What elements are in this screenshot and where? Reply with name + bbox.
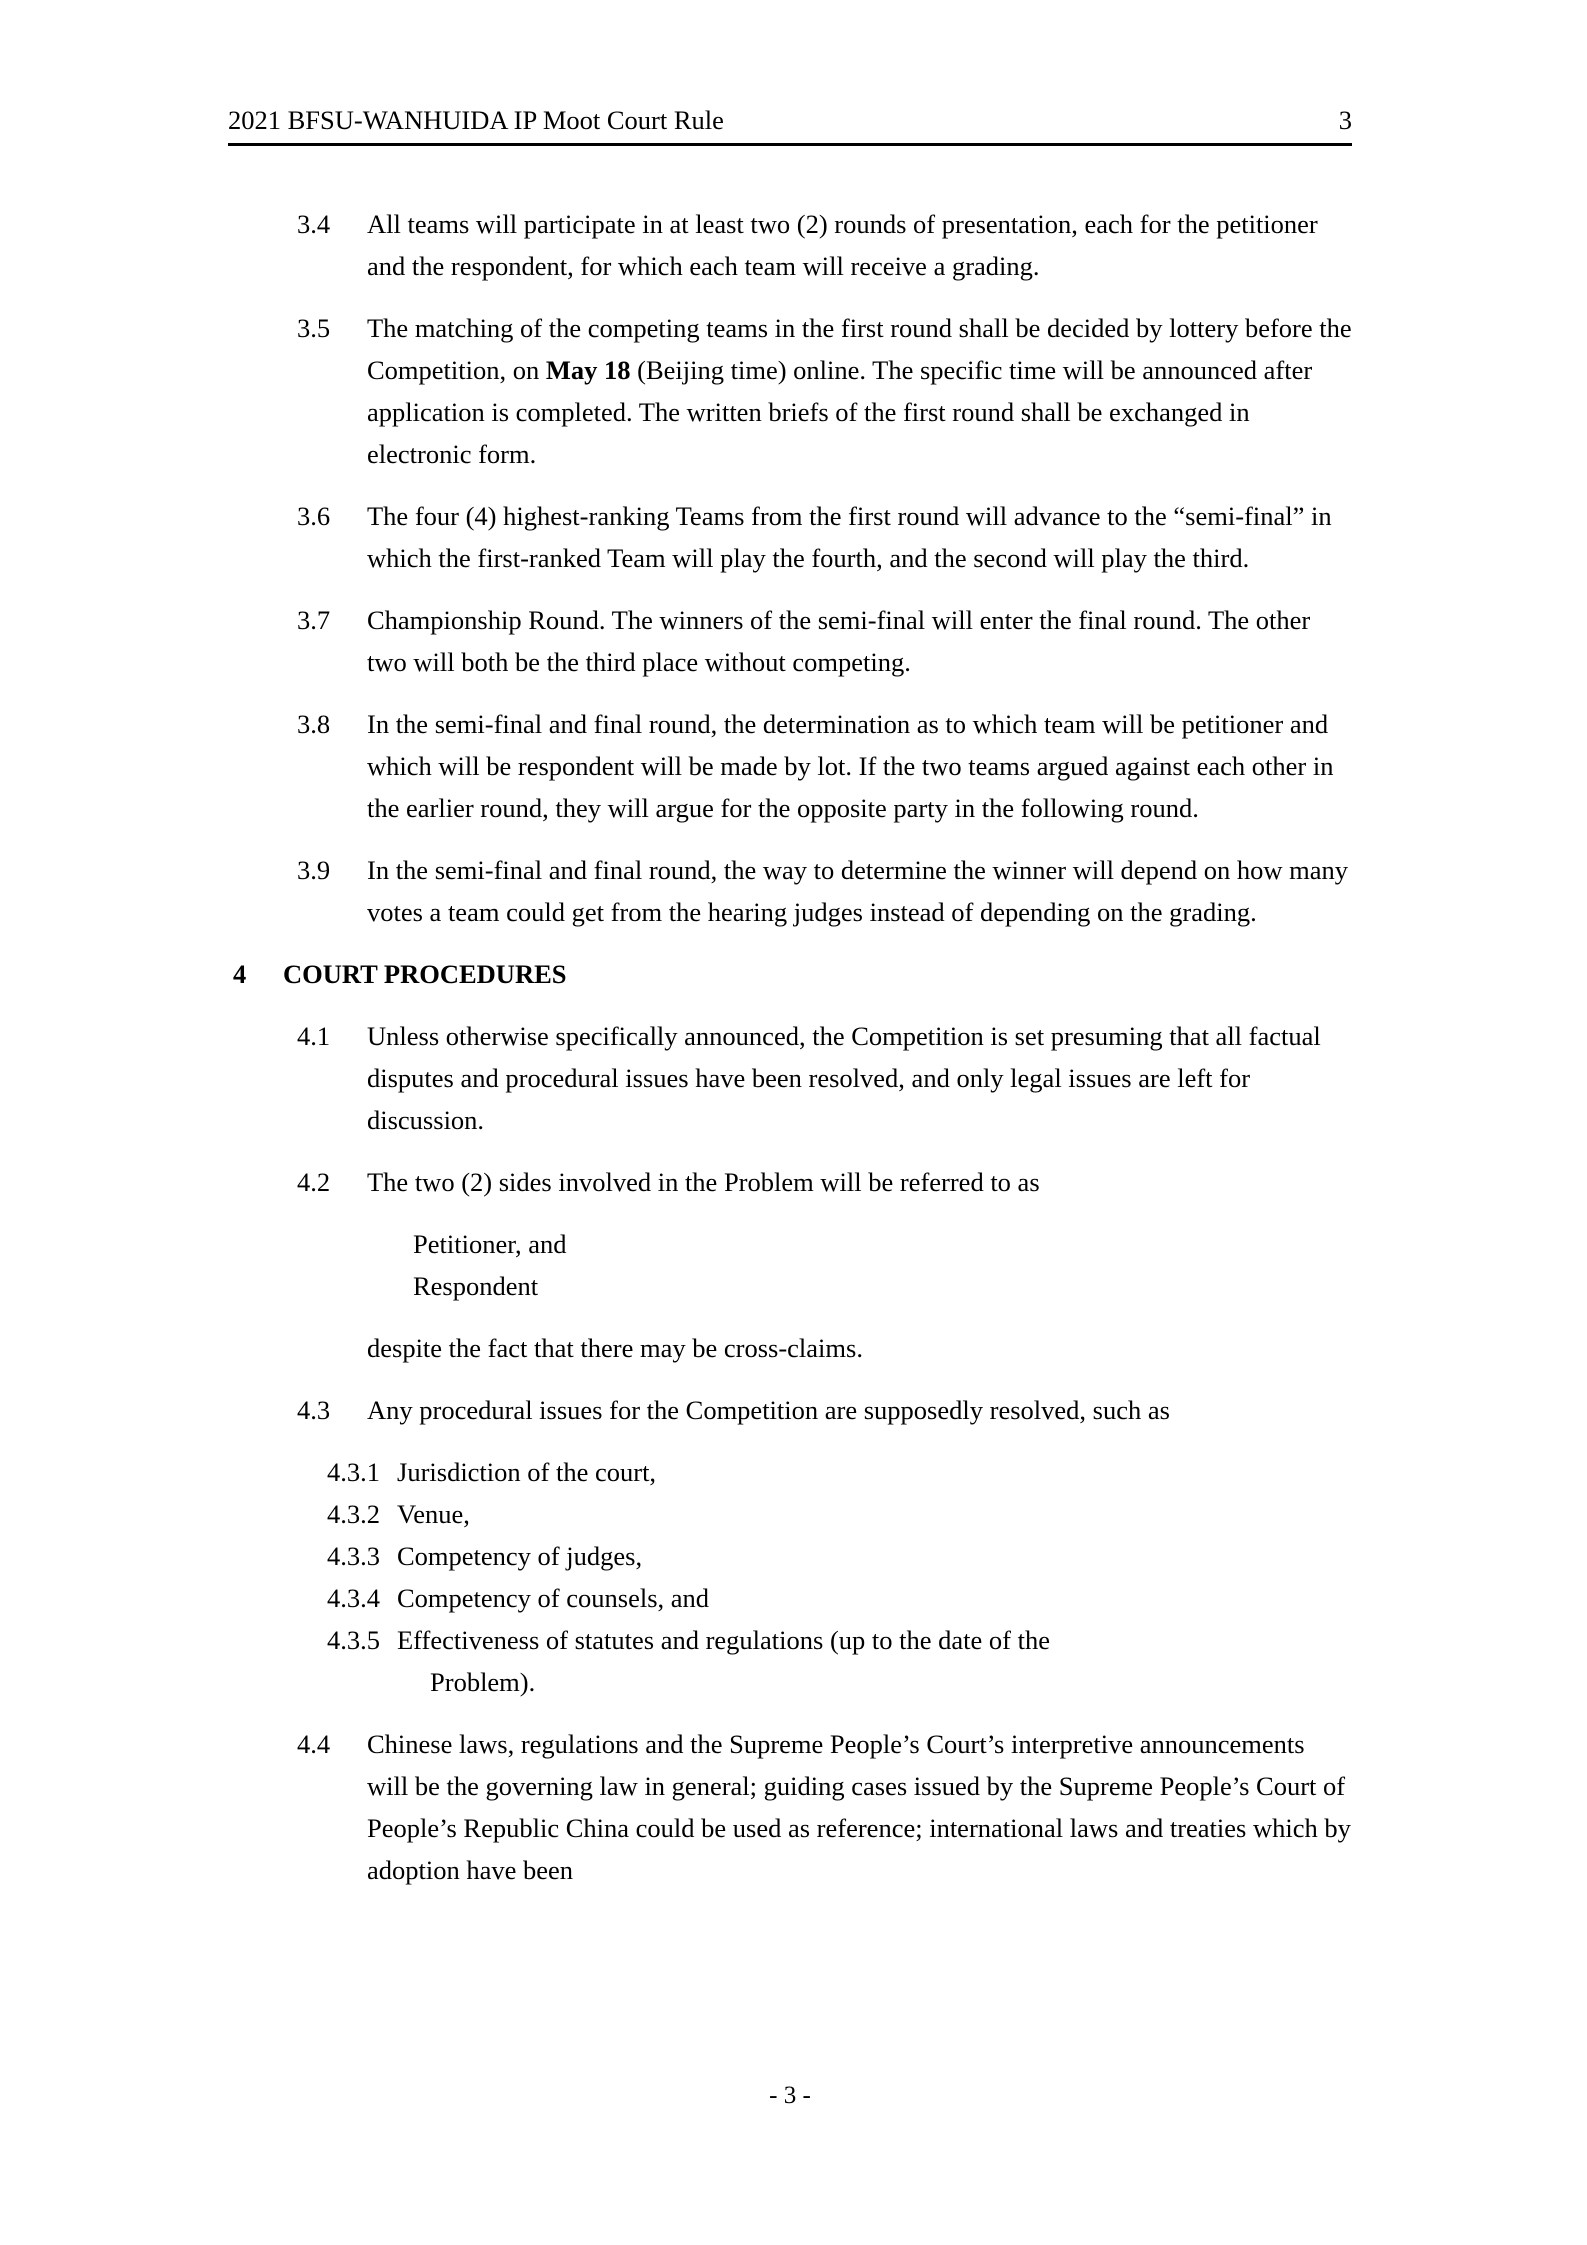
party-designations (413, 1223, 1352, 1307)
sub-clause-text: Jurisdiction of the court, (397, 1457, 657, 1487)
clause-text-run: In the semi-final and final round, the way to determine the winner will depend on how many votes a team could get from the hearing judges instead of depending on the grading. (367, 855, 1348, 927)
clause-text-run: (Beijing time) online. The specific time will be announced after application is completed. The written briefs of the first round shall be exchanged in electronic form. (367, 355, 1313, 469)
sub-clause-number: 4.3.2 (327, 1499, 380, 1529)
clause-3-8 (228, 703, 1352, 829)
clause-number: 4.1 (297, 1021, 331, 1051)
clause-text-run: Unless otherwise specifically announced, the Competition is set presuming that all factual disputes and procedural issues have been resolved, and only legal issues are left for discussion. (367, 1021, 1321, 1135)
clause-4-2 (228, 1161, 1352, 1203)
clause-text-run: In the semi-final and final round, the determination as to which team will be petitioner and which will be respondent will be made by lot. If the two teams argued against each other in the earlier round, they will argue for the opposite party in the following round. (367, 709, 1334, 823)
clause-text (367, 1389, 1352, 1431)
clause-3-5 (228, 307, 1352, 475)
sub-clause-number: 4.3.4 (327, 1583, 380, 1613)
clause-text-run: The matching of the competing teams in the first round shall be decided by lottery before the Competition, on (367, 313, 1352, 385)
clause-text-run: Championship Round. The winners of the semi-final will enter the final round. The other two will both be the third place without competing. (367, 605, 1311, 677)
sub-clause-list (228, 1451, 1352, 1703)
clause-number: 3.4 (297, 209, 331, 239)
clause-number: 4.3 (297, 1395, 331, 1425)
sub-clause-4-3-3 (228, 1535, 1352, 1577)
clause-text-run: The four (4) highest-ranking Teams from the first round will advance to the “semi-final” in which the first-ranked Team will play the fourth, and the second will play the third. (367, 501, 1332, 573)
sub-clause-4-3-4 (228, 1577, 1352, 1619)
clause-4-1 (228, 1015, 1352, 1141)
clause-text (367, 703, 1352, 829)
clause-text (367, 599, 1352, 683)
clause-3-6 (228, 495, 1352, 579)
clause-continuation-text: despite the fact that there may be cross-claims. (367, 1333, 863, 1363)
clause-text (367, 1723, 1352, 1891)
section-heading-text: COURT PROCEDURES (283, 959, 567, 989)
header-title: 2021 BFSU-WANHUIDA IP Moot Court Rule (228, 105, 724, 135)
clause-3-4 (228, 203, 1352, 287)
clause-text-run: The two (2) sides involved in the Problem will be referred to as (367, 1167, 1040, 1197)
clause-text-run: All teams will participate in at least two (2) rounds of presentation, each for the petitioner and the respondent, for which each team will receive a grading. (367, 209, 1318, 281)
section-heading-4 (228, 953, 1352, 995)
header-page-number: 3 (1338, 105, 1352, 135)
clause-text (367, 307, 1352, 475)
sub-clause-text: Competency of judges, (397, 1541, 643, 1571)
sub-clause-4-3-2 (228, 1493, 1352, 1535)
clause-number: 4.2 (297, 1167, 331, 1197)
clause-3-9 (228, 849, 1352, 933)
clause-number: 4.4 (297, 1729, 331, 1759)
sub-clause-4-3-1 (228, 1451, 1352, 1493)
footer-page-label: - 3 - (769, 2082, 811, 2109)
sub-clause-number: 4.3.5 (327, 1625, 380, 1655)
document-body (228, 203, 1352, 1891)
section-number: 4 (233, 959, 247, 989)
sub-clause-text: Venue, (397, 1499, 470, 1529)
clause-text (367, 849, 1352, 933)
party-line: Respondent (413, 1271, 539, 1301)
clause-text-run: Any procedural issues for the Competition are supposedly resolved, such as (367, 1395, 1170, 1425)
clause-number: 3.9 (297, 855, 331, 885)
clause-number: 3.6 (297, 501, 331, 531)
clause-3-7 (228, 599, 1352, 683)
party-line: Petitioner, and (413, 1229, 567, 1259)
clause-number: 3.8 (297, 709, 331, 739)
clause-number: 3.7 (297, 605, 331, 635)
clause-text-run: Chinese laws, regulations and the Supreme People’s Court’s interpretive announcements will be the governing law in general; guiding cases issued by the Supreme People’s Court of People’s Republic China could be used as reference; international laws and treaties which by adoption have been (367, 1729, 1351, 1885)
clause-text (367, 495, 1352, 579)
clause-text (367, 1015, 1352, 1141)
clause-text (367, 203, 1352, 287)
sub-clause-text: Competency of counsels, and (397, 1583, 710, 1613)
page-header (228, 103, 1352, 146)
clause-4-4 (228, 1723, 1352, 1891)
sub-clause-wrap-line: Problem). (430, 1667, 536, 1697)
sub-clause-number: 4.3.1 (327, 1457, 380, 1487)
clause-4-3 (228, 1389, 1352, 1431)
clause-text-bold: May 18 (545, 355, 631, 385)
sub-clause-number: 4.3.3 (327, 1541, 380, 1571)
clause-text (367, 1161, 1352, 1203)
clause-number: 3.5 (297, 313, 331, 343)
sub-clause-4-3-5 (228, 1619, 1352, 1703)
sub-clause-text: Effectiveness of statutes and regulations (up to the date of the Problem). (397, 1619, 1352, 1703)
